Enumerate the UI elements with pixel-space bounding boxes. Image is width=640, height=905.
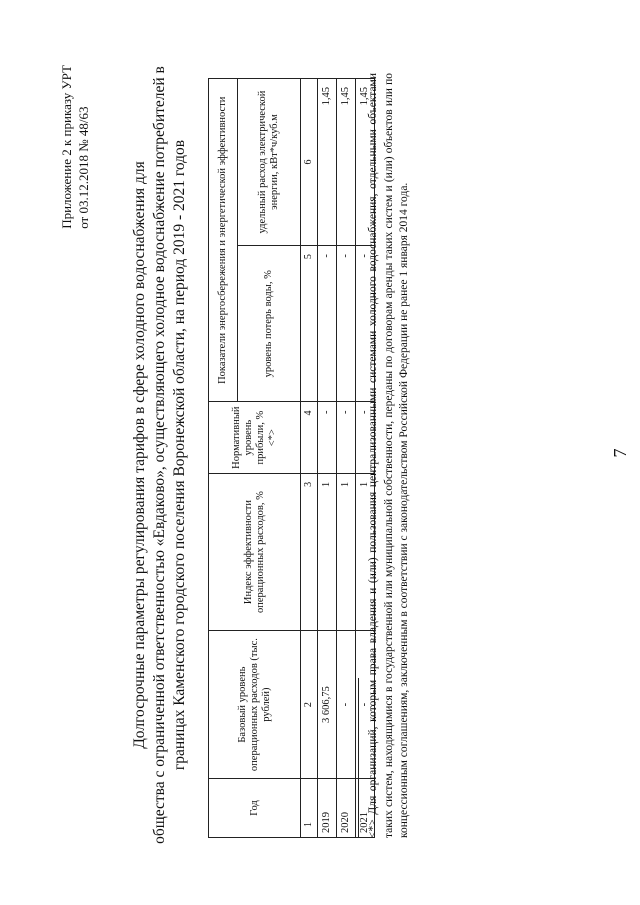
column-number: 4 <box>301 402 318 473</box>
header-water-loss: уровень потерь воды, % <box>238 246 301 402</box>
column-number: 1 <box>301 778 318 837</box>
footnote-divider <box>358 678 359 838</box>
header-specific-energy: удельный расход электрической энергии, кВт*ч/куб.м <box>238 79 301 246</box>
numbering-row <box>301 79 318 838</box>
cell-normative-profit: - <box>318 402 337 473</box>
cell-base-level: - <box>337 631 356 779</box>
header-base-level: Базовый уровень операционных расходов (тыс. рублей) <box>209 631 301 779</box>
table-row <box>337 79 356 838</box>
column-number: 6 <box>301 79 318 246</box>
column-number: 2 <box>301 631 318 779</box>
cell-normative-profit: - <box>337 402 356 473</box>
cell-year: 2020 <box>337 778 356 837</box>
column-number: 3 <box>301 473 318 630</box>
page-number: 7 <box>610 448 630 458</box>
document-title <box>130 45 190 865</box>
title-line-2: общества с ограниченной ответственностью «Евдаково», осуществляющего холодное водоснабжение потребителей в <box>151 66 168 844</box>
title-line-3: границах Каменского городского поселения Воронежской области, на период 2019 - 2021 годов <box>171 139 188 771</box>
appendix-line-1: Приложение 2 к приказу УРТ <box>59 65 74 229</box>
cell-water-loss: - <box>318 246 337 402</box>
footnote: <*> Для организаций, которым права владения и (или) пользования централизованными системами холодного водоснабжения, отдельными объектами таких систем, находящимися в государственной или муниципальной собственности, переданы по договорам аренды таких систем и (или) объектов или по концессионным соглашениям, заключенным в соответствии с законодательством Российской Федерации не ранее 1 января 2014 года. <box>367 73 410 838</box>
cell-normative-profit: - <box>356 402 375 473</box>
cell-water-loss: - <box>337 246 356 402</box>
cell-base-level: 3 606,75 <box>318 631 337 779</box>
cell-efficiency-index: 1 <box>356 473 375 630</box>
header-efficiency-index: Индекс эффективности операционных расходов, % <box>209 473 301 630</box>
cell-specific-energy: 1,45 <box>318 79 337 246</box>
cell-specific-energy: 1,45 <box>356 79 375 246</box>
parameters-table <box>208 78 375 838</box>
cell-year: 2019 <box>318 778 337 837</box>
table-row <box>318 79 337 838</box>
column-number: 5 <box>301 246 318 402</box>
title-line-1: Долгосрочные параметры регулирования тарифов в сфере холодного водоснабжения для <box>131 161 148 749</box>
cell-base-level: - <box>356 631 375 779</box>
cell-specific-energy: 1,45 <box>337 79 356 246</box>
cell-year: 2021 <box>356 778 375 837</box>
header-year: Год <box>209 778 301 837</box>
cell-efficiency-index: 1 <box>318 473 337 630</box>
cell-water-loss: - <box>356 246 375 402</box>
appendix-line-2: от 03.12.2018 № 48/63 <box>76 106 91 229</box>
cell-efficiency-index: 1 <box>337 473 356 630</box>
appendix-reference <box>58 65 92 229</box>
header-energy-group: Показатели энергосбережения и энергетической эффективности <box>209 79 238 402</box>
header-normative-profit: Нормативный уровень прибыли, % <*> <box>209 402 301 473</box>
